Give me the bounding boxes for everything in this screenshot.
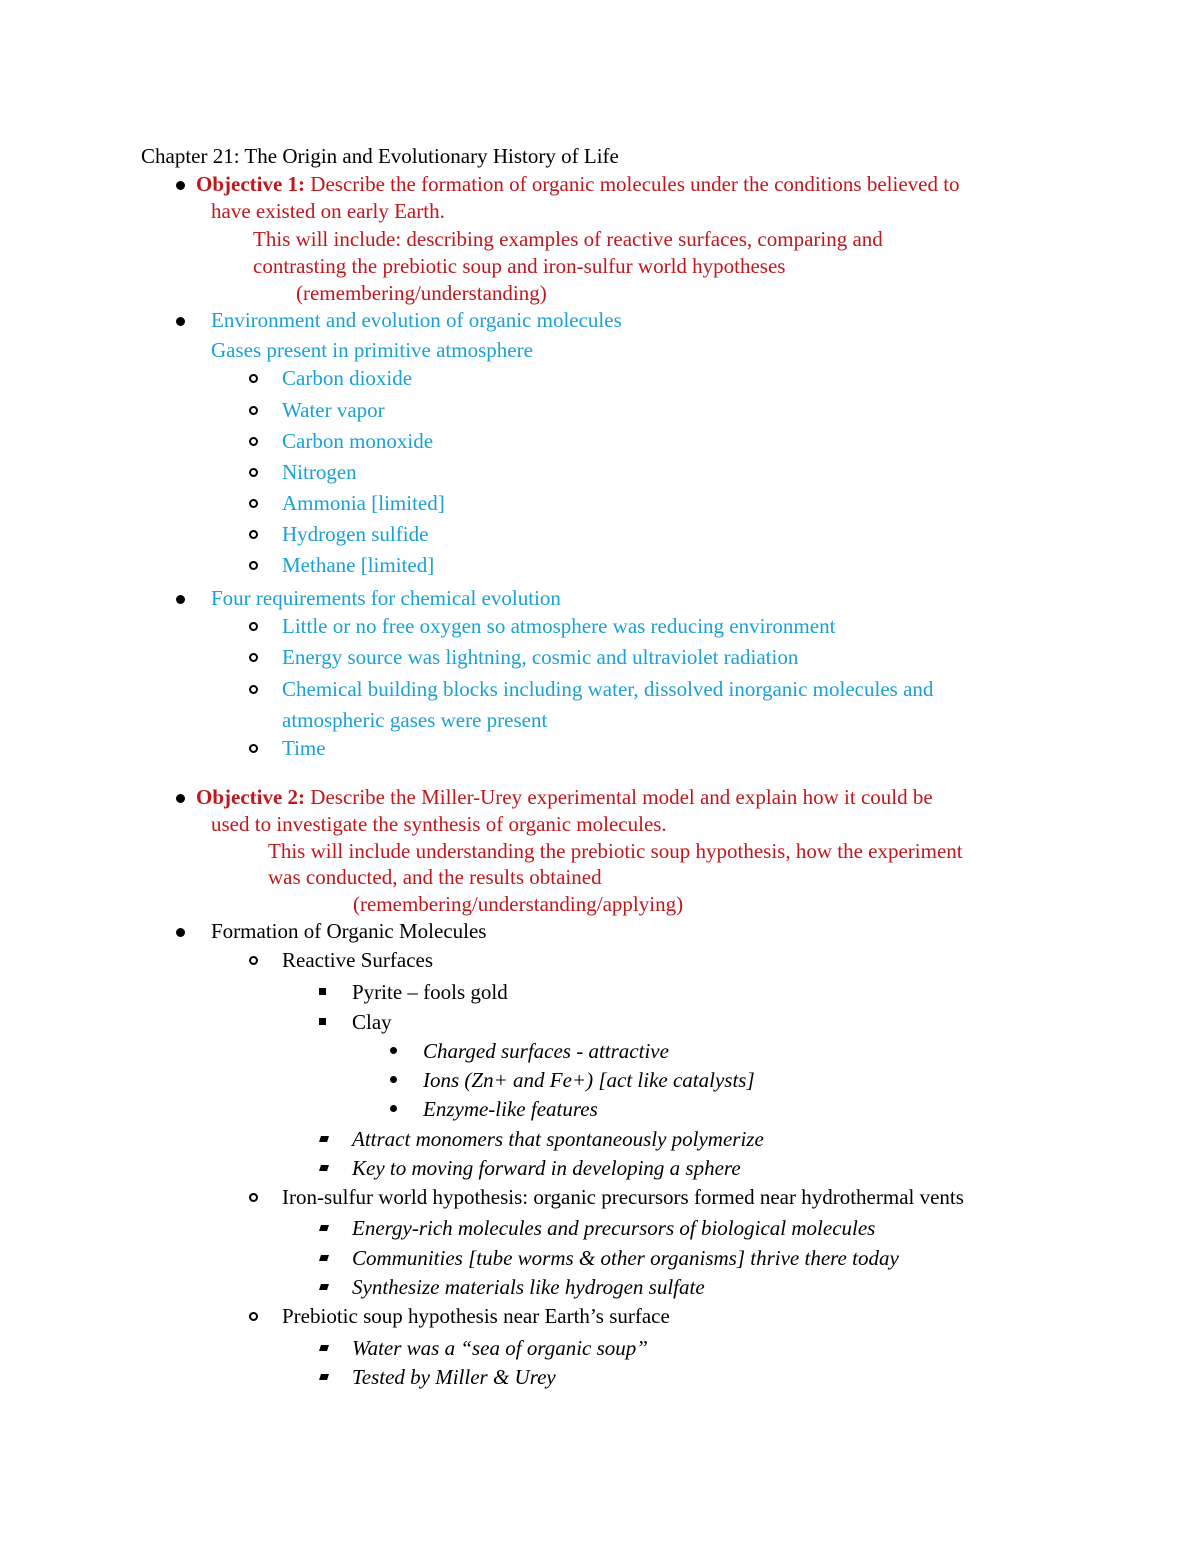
bullet-icon <box>390 1105 397 1112</box>
circle-bullet-icon <box>249 437 258 446</box>
list-item: Key to moving forward in developing a sphere <box>352 1156 741 1180</box>
objective-2-text-cont: used to investigate the synthesis of organic molecules. <box>211 812 667 836</box>
square-bullet-icon <box>319 1018 326 1025</box>
list-item: Carbon dioxide <box>282 366 413 390</box>
list-item-cont: atmospheric gases were present <box>282 708 548 732</box>
environment-heading: Environment and evolution of organic molecules <box>211 308 622 332</box>
page-title: Chapter 21: The Origin and Evolutionary History of Life <box>141 144 619 168</box>
objective-1-detail: This will include: describing examples of reactive surfaces, comparing and <box>253 227 883 251</box>
circle-bullet-icon <box>249 685 258 694</box>
bullet-icon <box>176 317 185 326</box>
objective-2-level: (remembering/understanding/applying) <box>353 892 684 916</box>
list-item: Pyrite – fools gold <box>352 980 508 1004</box>
list-item: Little or no free oxygen so atmosphere was reducing environment <box>282 614 836 638</box>
objective-2 <box>196 787 933 808</box>
square-bullet-icon <box>319 988 326 995</box>
objective-2-detail-cont: was conducted, and the results obtained <box>268 865 602 889</box>
objective-2-text: Describe the Miller-Urey experimental model and explain how it could be <box>305 785 933 809</box>
square-bullet-icon <box>319 1255 329 1261</box>
objective-2-detail: This will include understanding the prebiotic soup hypothesis, how the experiment <box>268 839 963 863</box>
circle-bullet-icon <box>249 956 258 965</box>
bullet-icon <box>176 928 185 937</box>
circle-bullet-icon <box>249 530 258 539</box>
square-bullet-icon <box>319 1165 329 1171</box>
bullet-icon <box>390 1047 397 1054</box>
list-item: Synthesize materials like hydrogen sulfate <box>352 1275 705 1299</box>
circle-bullet-icon <box>249 499 258 508</box>
circle-bullet-icon <box>249 653 258 662</box>
prebiotic-soup-hypothesis: Prebiotic soup hypothesis near Earth’s surface <box>282 1304 670 1328</box>
circle-bullet-icon <box>249 374 258 383</box>
bullet-icon <box>176 595 185 604</box>
bullet-icon <box>176 181 185 190</box>
list-item: Time <box>282 736 326 760</box>
list-item: Energy-rich molecules and precursors of biological molecules <box>352 1216 876 1240</box>
square-bullet-icon <box>319 1136 329 1142</box>
list-item: Water was a “sea of organic soup” <box>352 1336 648 1360</box>
list-item: Ammonia [limited] <box>282 491 445 515</box>
reactive-surfaces: Reactive Surfaces <box>282 948 434 972</box>
objective-1-text-cont: have existed on early Earth. <box>211 199 445 223</box>
circle-bullet-icon <box>249 622 258 631</box>
list-item: Enzyme-like features <box>423 1097 598 1121</box>
objective-1-label: Objective 1: <box>196 172 306 196</box>
formation-heading: Formation of Organic Molecules <box>211 919 487 943</box>
objective-1-level: (remembering/understanding) <box>296 281 547 305</box>
gases-subheading: Gases present in primitive atmosphere <box>211 338 533 362</box>
list-item: Charged surfaces - attractive <box>423 1039 669 1063</box>
list-item: Attract monomers that spontaneously polymerize <box>352 1127 764 1151</box>
square-bullet-icon <box>319 1374 329 1380</box>
list-item: Water vapor <box>282 398 385 422</box>
bullet-icon <box>390 1076 397 1083</box>
list-item: Clay <box>352 1010 392 1034</box>
objective-1 <box>196 174 960 195</box>
list-item: Carbon monoxide <box>282 429 434 453</box>
list-item: Ions (Zn+ and Fe+) [act like catalysts] <box>423 1068 755 1092</box>
list-item: Energy source was lightning, cosmic and ultraviolet radiation <box>282 645 799 669</box>
objective-1-detail-cont: contrasting the prebiotic soup and iron-sulfur world hypotheses <box>253 254 786 278</box>
list-item: Tested by Miller & Urey <box>352 1365 556 1389</box>
list-item: Chemical building blocks including water, dissolved inorganic molecules and <box>282 677 934 701</box>
list-item: Methane [limited] <box>282 553 435 577</box>
requirements-heading: Four requirements for chemical evolution <box>211 586 561 610</box>
circle-bullet-icon <box>249 468 258 477</box>
circle-bullet-icon <box>249 1312 258 1321</box>
list-item: Nitrogen <box>282 460 357 484</box>
iron-sulfur-hypothesis: Iron-sulfur world hypothesis: organic precursors formed near hydrothermal vents <box>282 1185 964 1209</box>
list-item: Communities [tube worms & other organisms] thrive there today <box>352 1246 899 1270</box>
objective-1-text: Describe the formation of organic molecules under the conditions believed to <box>305 172 960 196</box>
bullet-icon <box>176 794 185 803</box>
circle-bullet-icon <box>249 744 258 753</box>
circle-bullet-icon <box>249 406 258 415</box>
list-item: Hydrogen sulfide <box>282 522 429 546</box>
circle-bullet-icon <box>249 1193 258 1202</box>
circle-bullet-icon <box>249 561 258 570</box>
square-bullet-icon <box>319 1225 329 1231</box>
square-bullet-icon <box>319 1345 329 1351</box>
objective-2-label: Objective 2: <box>196 785 306 809</box>
square-bullet-icon <box>319 1284 329 1290</box>
